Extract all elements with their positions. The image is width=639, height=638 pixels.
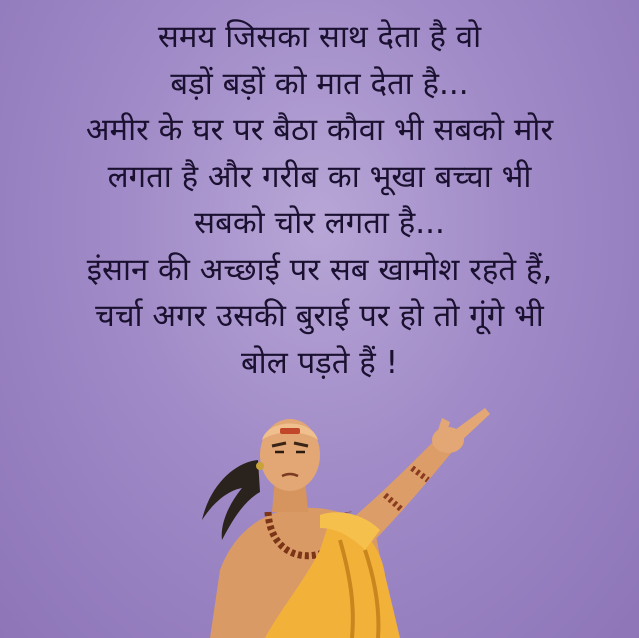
earring [256, 462, 264, 470]
quote-line-5: सबको चोर लगता है... [194, 205, 445, 241]
chanakya-illustration [180, 400, 500, 638]
quote-line-6: इंसान की अच्छाई पर सब खामोश रहते हैं, [86, 251, 553, 288]
quote-line-3: अमीर के घर पर बैठा कौवा भी सबको मोर [85, 112, 554, 148]
quote-line-7: चर्चा अगर उसकी बुराई पर हो तो गूंगे भी [95, 298, 544, 334]
quote-line-1: समय जिसका साथ देता है वो [157, 19, 482, 55]
pointing-finger [452, 408, 490, 442]
quote-text [0, 14, 639, 386]
tilak [280, 428, 300, 434]
quote-line-2: बड़ों बड़ों को मात देता है... [170, 65, 469, 102]
quote-line-4: लगता है और गरीब का भूखा बच्चा भी [107, 158, 532, 195]
quote-line-8: बोल पड़ते हैं ! [240, 344, 399, 381]
